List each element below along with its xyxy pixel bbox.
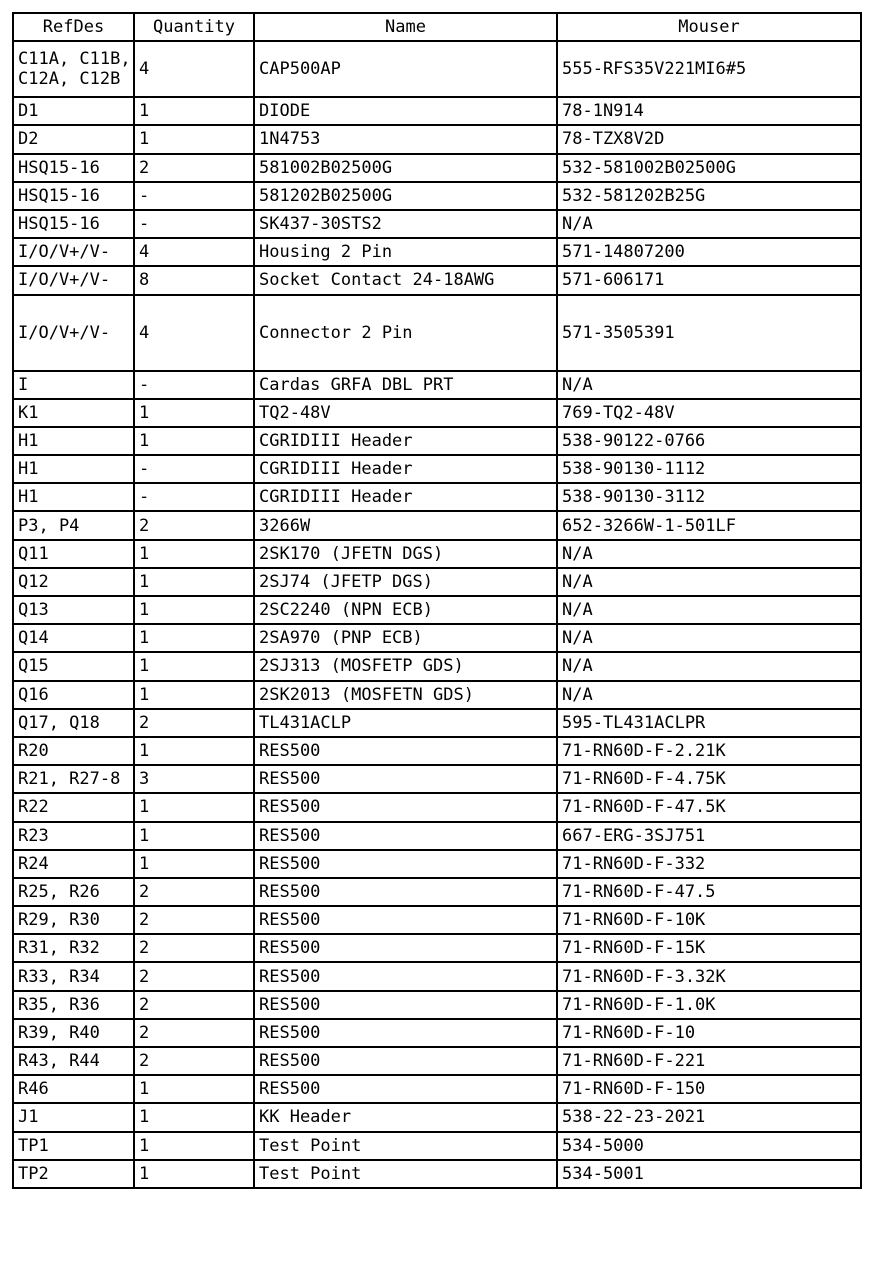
name-cell: CAP500AP	[254, 41, 557, 97]
table-row	[13, 991, 861, 1019]
table-row	[13, 41, 861, 97]
mouser-cell: 571-3505391	[557, 295, 861, 371]
refdes-cell: I	[13, 371, 134, 399]
name-cell: SK437-30STS2	[254, 210, 557, 238]
table-row	[13, 709, 861, 737]
table-row	[13, 371, 861, 399]
mouser-cell: 71-RN60D-F-221	[557, 1047, 861, 1075]
name-cell: Cardas GRFA DBL PRT	[254, 371, 557, 399]
refdes-cell: TP2	[13, 1160, 134, 1188]
table-row	[13, 399, 861, 427]
mouser-cell: N/A	[557, 652, 861, 680]
table-row	[13, 1160, 861, 1188]
refdes-cell: R39, R40	[13, 1019, 134, 1047]
refdes-cell: R35, R36	[13, 991, 134, 1019]
refdes-cell: Q14	[13, 624, 134, 652]
name-cell: CGRIDIII Header	[254, 427, 557, 455]
table-row	[13, 962, 861, 990]
table-row	[13, 850, 861, 878]
refdes-cell: R31, R32	[13, 934, 134, 962]
quantity-cell: 2	[134, 962, 254, 990]
table-row	[13, 1047, 861, 1075]
table-row	[13, 681, 861, 709]
table-row	[13, 906, 861, 934]
mouser-cell: 571-606171	[557, 266, 861, 294]
quantity-cell: 1	[134, 737, 254, 765]
table-row	[13, 822, 861, 850]
quantity-cell: 2	[134, 878, 254, 906]
table-row	[13, 596, 861, 624]
quantity-cell: 4	[134, 238, 254, 266]
mouser-cell: 71-RN60D-F-47.5	[557, 878, 861, 906]
refdes-cell: H1	[13, 427, 134, 455]
mouser-cell: N/A	[557, 540, 861, 568]
mouser-cell: 595-TL431ACLPR	[557, 709, 861, 737]
table-row	[13, 934, 861, 962]
quantity-cell: 1	[134, 681, 254, 709]
quantity-cell: 1	[134, 125, 254, 153]
mouser-cell: 571-14807200	[557, 238, 861, 266]
table-row	[13, 295, 861, 371]
mouser-cell: 71-RN60D-F-332	[557, 850, 861, 878]
refdes-cell: R22	[13, 793, 134, 821]
quantity-cell: 1	[134, 850, 254, 878]
name-cell: RES500	[254, 765, 557, 793]
name-cell: RES500	[254, 934, 557, 962]
refdes-cell: R20	[13, 737, 134, 765]
table-row	[13, 210, 861, 238]
refdes-cell: C11A, C11B, C12A, C12B	[13, 41, 134, 97]
table-row	[13, 97, 861, 125]
header-quantity: Quantity	[134, 13, 254, 41]
refdes-cell: TP1	[13, 1132, 134, 1160]
refdes-cell: Q12	[13, 568, 134, 596]
mouser-cell: 71-RN60D-F-10	[557, 1019, 861, 1047]
header-row	[13, 13, 861, 41]
mouser-cell: 532-581002B02500G	[557, 154, 861, 182]
table-row	[13, 540, 861, 568]
mouser-cell: 769-TQ2-48V	[557, 399, 861, 427]
mouser-cell: N/A	[557, 596, 861, 624]
refdes-cell: I/O/V+/V-	[13, 238, 134, 266]
name-cell: RES500	[254, 991, 557, 1019]
table-row	[13, 511, 861, 539]
header-name: Name	[254, 13, 557, 41]
refdes-cell: Q11	[13, 540, 134, 568]
quantity-cell: 2	[134, 991, 254, 1019]
mouser-cell: 71-RN60D-F-1.0K	[557, 991, 861, 1019]
header-mouser: Mouser	[557, 13, 861, 41]
table-row	[13, 878, 861, 906]
refdes-cell: HSQ15-16	[13, 182, 134, 210]
name-cell: 2SK2013 (MOSFETN GDS)	[254, 681, 557, 709]
quantity-cell: 1	[134, 822, 254, 850]
refdes-cell: R25, R26	[13, 878, 134, 906]
quantity-cell: 4	[134, 41, 254, 97]
quantity-cell: 2	[134, 1019, 254, 1047]
table-row	[13, 1019, 861, 1047]
refdes-cell: Q16	[13, 681, 134, 709]
table-row	[13, 624, 861, 652]
header-refdes: RefDes	[13, 13, 134, 41]
mouser-cell: 71-RN60D-F-150	[557, 1075, 861, 1103]
refdes-cell: HSQ15-16	[13, 210, 134, 238]
quantity-cell: 2	[134, 934, 254, 962]
mouser-cell: 71-RN60D-F-2.21K	[557, 737, 861, 765]
name-cell: RES500	[254, 878, 557, 906]
quantity-cell: 4	[134, 295, 254, 371]
refdes-cell: H1	[13, 483, 134, 511]
name-cell: DIODE	[254, 97, 557, 125]
quantity-cell: 1	[134, 624, 254, 652]
quantity-cell: 1	[134, 652, 254, 680]
table-row	[13, 1132, 861, 1160]
mouser-cell: 538-22-23-2021	[557, 1103, 861, 1131]
table-row	[13, 154, 861, 182]
mouser-cell: 71-RN60D-F-10K	[557, 906, 861, 934]
quantity-cell: 1	[134, 1103, 254, 1131]
name-cell: TL431ACLP	[254, 709, 557, 737]
quantity-cell: 2	[134, 511, 254, 539]
bom-table-header	[13, 13, 861, 41]
name-cell: 2SJ313 (MOSFETP GDS)	[254, 652, 557, 680]
refdes-cell: J1	[13, 1103, 134, 1131]
refdes-cell: HSQ15-16	[13, 154, 134, 182]
table-row	[13, 427, 861, 455]
mouser-cell: 667-ERG-3SJ751	[557, 822, 861, 850]
table-row	[13, 483, 861, 511]
name-cell: RES500	[254, 1047, 557, 1075]
quantity-cell: 2	[134, 906, 254, 934]
quantity-cell: 3	[134, 765, 254, 793]
table-row	[13, 1103, 861, 1131]
quantity-cell: -	[134, 483, 254, 511]
name-cell: Connector 2 Pin	[254, 295, 557, 371]
name-cell: 3266W	[254, 511, 557, 539]
refdes-cell: I/O/V+/V-	[13, 295, 134, 371]
mouser-cell: 532-581202B25G	[557, 182, 861, 210]
table-row	[13, 182, 861, 210]
mouser-cell: 534-5000	[557, 1132, 861, 1160]
mouser-cell: 71-RN60D-F-4.75K	[557, 765, 861, 793]
name-cell: 581002B02500G	[254, 154, 557, 182]
table-row	[13, 1075, 861, 1103]
quantity-cell: -	[134, 210, 254, 238]
mouser-cell: 78-1N914	[557, 97, 861, 125]
mouser-cell: N/A	[557, 624, 861, 652]
name-cell: RES500	[254, 822, 557, 850]
name-cell: 581202B02500G	[254, 182, 557, 210]
quantity-cell: 1	[134, 97, 254, 125]
name-cell: 2SK170 (JFETN DGS)	[254, 540, 557, 568]
mouser-cell: N/A	[557, 371, 861, 399]
name-cell: TQ2-48V	[254, 399, 557, 427]
name-cell: Socket Contact 24-18AWG	[254, 266, 557, 294]
quantity-cell: 1	[134, 427, 254, 455]
mouser-cell: N/A	[557, 568, 861, 596]
quantity-cell: 1	[134, 1132, 254, 1160]
table-row	[13, 568, 861, 596]
quantity-cell: 1	[134, 596, 254, 624]
quantity-cell: 1	[134, 1160, 254, 1188]
name-cell: CGRIDIII Header	[254, 483, 557, 511]
quantity-cell: 2	[134, 1047, 254, 1075]
bom-table-body	[13, 41, 861, 1188]
mouser-cell: 71-RN60D-F-47.5K	[557, 793, 861, 821]
name-cell: RES500	[254, 850, 557, 878]
refdes-cell: R21, R27-8	[13, 765, 134, 793]
refdes-cell: R23	[13, 822, 134, 850]
refdes-cell: R46	[13, 1075, 134, 1103]
quantity-cell: 1	[134, 1075, 254, 1103]
mouser-cell: 78-TZX8V2D	[557, 125, 861, 153]
name-cell: Test Point	[254, 1132, 557, 1160]
mouser-cell: 555-RFS35V221MI6#5	[557, 41, 861, 97]
refdes-cell: K1	[13, 399, 134, 427]
refdes-cell: H1	[13, 455, 134, 483]
mouser-cell: 71-RN60D-F-15K	[557, 934, 861, 962]
name-cell: 1N4753	[254, 125, 557, 153]
refdes-cell: D2	[13, 125, 134, 153]
name-cell: 2SC2240 (NPN ECB)	[254, 596, 557, 624]
mouser-cell: N/A	[557, 210, 861, 238]
mouser-cell: 534-5001	[557, 1160, 861, 1188]
quantity-cell: -	[134, 455, 254, 483]
refdes-cell: R43, R44	[13, 1047, 134, 1075]
refdes-cell: R29, R30	[13, 906, 134, 934]
name-cell: 2SJ74 (JFETP DGS)	[254, 568, 557, 596]
bom-table	[12, 12, 862, 1189]
refdes-cell: Q15	[13, 652, 134, 680]
name-cell: RES500	[254, 962, 557, 990]
mouser-cell: 652-3266W-1-501LF	[557, 511, 861, 539]
mouser-cell: 538-90122-0766	[557, 427, 861, 455]
table-row	[13, 793, 861, 821]
refdes-cell: R33, R34	[13, 962, 134, 990]
table-row	[13, 266, 861, 294]
quantity-cell: 1	[134, 540, 254, 568]
name-cell: Test Point	[254, 1160, 557, 1188]
name-cell: RES500	[254, 1075, 557, 1103]
table-row	[13, 765, 861, 793]
name-cell: Housing 2 Pin	[254, 238, 557, 266]
refdes-cell: P3, P4	[13, 511, 134, 539]
table-row	[13, 238, 861, 266]
refdes-cell: I/O/V+/V-	[13, 266, 134, 294]
quantity-cell: 1	[134, 568, 254, 596]
mouser-cell: 538-90130-3112	[557, 483, 861, 511]
name-cell: KK Header	[254, 1103, 557, 1131]
table-row	[13, 125, 861, 153]
name-cell: CGRIDIII Header	[254, 455, 557, 483]
mouser-cell: N/A	[557, 681, 861, 709]
table-row	[13, 652, 861, 680]
quantity-cell: 1	[134, 793, 254, 821]
refdes-cell: R24	[13, 850, 134, 878]
table-row	[13, 737, 861, 765]
quantity-cell: 2	[134, 709, 254, 737]
mouser-cell: 538-90130-1112	[557, 455, 861, 483]
name-cell: RES500	[254, 737, 557, 765]
quantity-cell: 2	[134, 154, 254, 182]
table-row	[13, 455, 861, 483]
quantity-cell: -	[134, 371, 254, 399]
quantity-cell: 1	[134, 399, 254, 427]
quantity-cell: 8	[134, 266, 254, 294]
quantity-cell: -	[134, 182, 254, 210]
name-cell: RES500	[254, 793, 557, 821]
name-cell: 2SA970 (PNP ECB)	[254, 624, 557, 652]
refdes-cell: Q17, Q18	[13, 709, 134, 737]
name-cell: RES500	[254, 906, 557, 934]
refdes-cell: Q13	[13, 596, 134, 624]
name-cell: RES500	[254, 1019, 557, 1047]
refdes-cell: D1	[13, 97, 134, 125]
mouser-cell: 71-RN60D-F-3.32K	[557, 962, 861, 990]
